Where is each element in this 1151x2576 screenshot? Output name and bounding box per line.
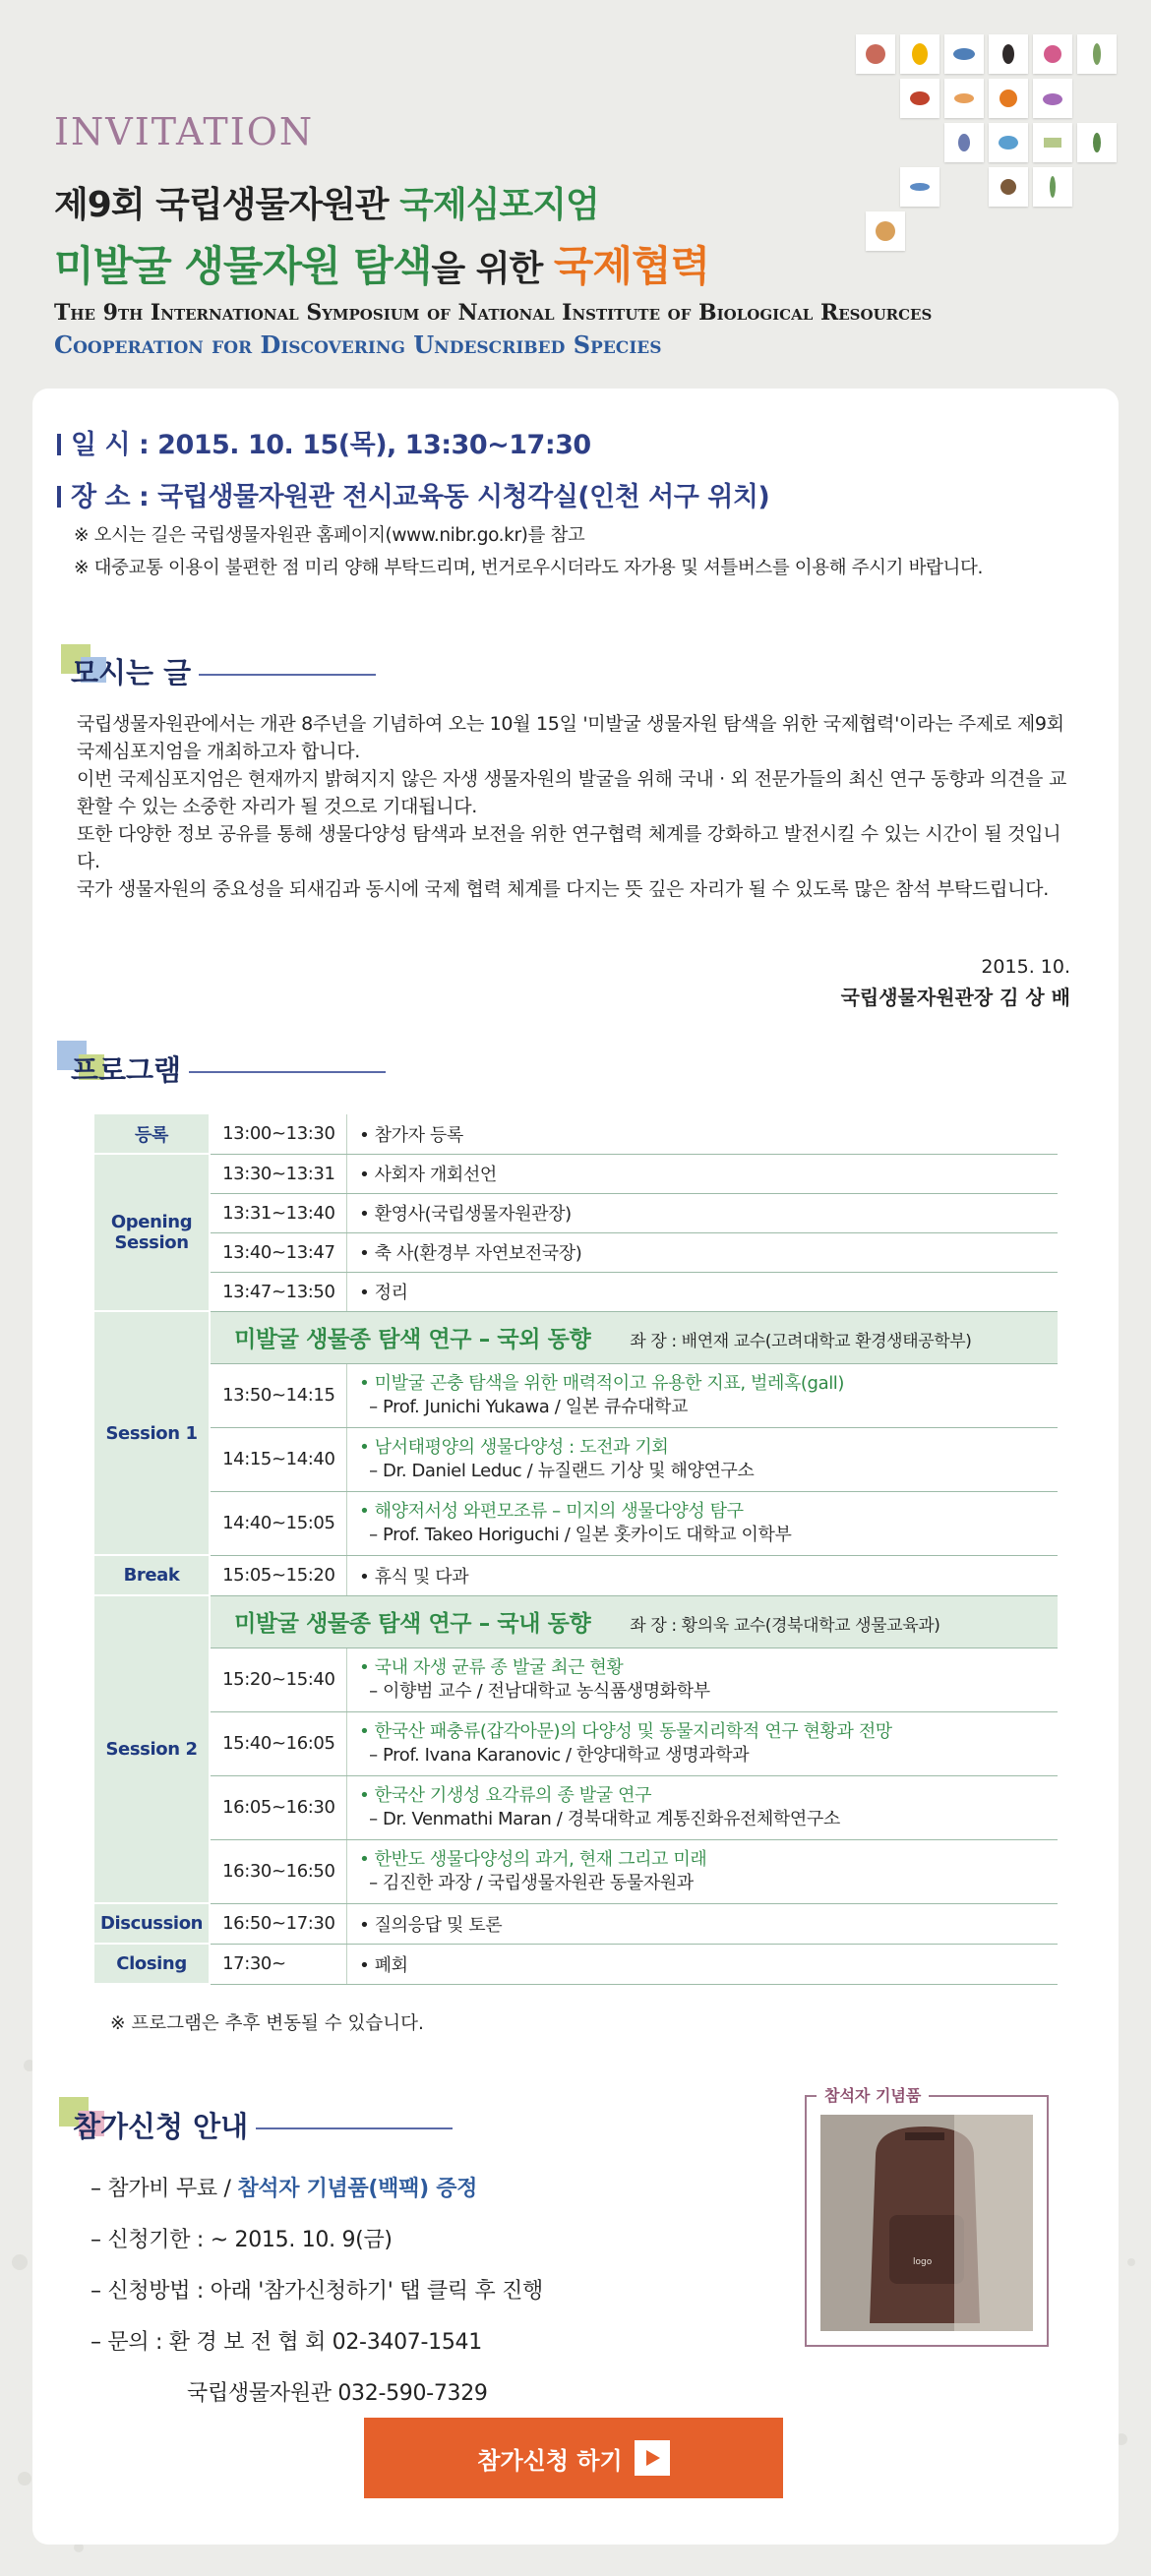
fruit-icon <box>989 79 1028 118</box>
talk-speaker: – Prof. Junichi Yukawa / 일본 큐슈대학교 <box>369 1396 688 1417</box>
talk-speaker: – 이향범 교수 / 전남대학교 농식품생명화학부 <box>369 1680 710 1702</box>
apply-fee-text: – 참가비 무료 / <box>91 2177 238 2201</box>
row-label: Discussion <box>94 1903 210 1944</box>
species-tiles-decoration <box>846 20 1141 275</box>
note-transport: ※ 대중교통 이용이 불편한 점 미리 양해 부탁드리며, 번거로우시더라도 자가용 및 셔틀버스를 이용해 주시기 바랍니다. <box>74 558 983 578</box>
session-1-heading: 미발굴 생물종 탐색 연구 – 국외 동향 <box>234 1327 591 1352</box>
row-content: • 축 사(환경부 자연보전국장) <box>347 1232 1058 1272</box>
talk-title: • 한국산 패충류(갑각아문)의 다양성 및 동물지리학적 연구 현황과 전망 <box>359 1720 892 1742</box>
table-row <box>94 1711 1058 1775</box>
row-content: • 참가자 등록 <box>347 1114 1058 1154</box>
row-content <box>347 1839 1058 1903</box>
row-time: 14:15~14:40 <box>210 1427 347 1491</box>
apply-gift-text: 참석자 기념품(백팩) 증정 <box>237 2177 478 2201</box>
sprout-icon <box>1077 123 1117 162</box>
talk-speaker: – Dr. Daniel Leduc / 뉴질랜드 기상 및 해양연구소 <box>369 1460 755 1481</box>
row-time: 13:50~14:15 <box>210 1363 347 1427</box>
event-notes <box>74 519 983 584</box>
snail-icon <box>989 167 1028 207</box>
register-button[interactable] <box>364 2418 783 2498</box>
talk-title: • 해양저서성 와편모조류 – 미지의 생물다양성 탐구 <box>359 1500 744 1522</box>
bullet-bar <box>57 434 61 455</box>
event-date-row <box>57 423 769 461</box>
program-title-text: 프로그램 <box>71 1053 182 1087</box>
row-content: • 폐회 <box>347 1944 1058 1984</box>
invitation-label: INVITATION <box>54 110 315 153</box>
talk-title: • 한반도 생물다양성의 과거, 현재 그리고 미래 <box>359 1848 707 1870</box>
row-time: 14:40~15:05 <box>210 1491 347 1555</box>
register-button-label: 참가신청 하기 <box>477 2446 623 2475</box>
gift-title: 참석자 기념품 <box>817 2083 929 2106</box>
row-time: 13:00~13:30 <box>210 1114 347 1154</box>
row-label <box>94 1595 210 1903</box>
row-time: 13:47~13:50 <box>210 1272 347 1311</box>
row-time: 16:50~17:30 <box>210 1903 347 1944</box>
greeting-paragraph: 국립생물자원관에서는 개관 8주년을 기념하여 오는 10월 15일 '미발굴 생물자원 탐색을 위한 국제협력'이라는 주제로 제9회 국제심포지엄을 개최하고자 합니다. <box>77 713 1064 762</box>
leaf-icon <box>1077 34 1117 74</box>
talk-speaker: – Prof. Ivana Karanovic / 한양대학교 생명과학과 <box>369 1744 750 1766</box>
row-content: • 질의응답 및 토론 <box>347 1903 1058 1944</box>
insect-icon <box>989 34 1028 74</box>
title-line-2-highlight: 국제협력 <box>553 242 710 290</box>
talk-title: • 미발굴 곤충 탐색을 위한 매력적이고 유용한 지표, 벌레혹(gall) <box>359 1372 845 1394</box>
session-2-heading: 미발굴 생물종 탐색 연구 – 국내 동향 <box>234 1611 591 1637</box>
table-row <box>94 1647 1058 1711</box>
letter-signer: 국립생물자원관장 김 상 배 <box>840 986 1070 1009</box>
row-content: • 정리 <box>347 1272 1058 1311</box>
apply-fee <box>91 2164 543 2215</box>
talk-speaker: – 김진한 과장 / 국립생물자원관 동물자원과 <box>369 1872 694 1893</box>
talk-speaker: – Prof. Takeo Horiguchi / 일본 홋카이도 대학교 이학부 <box>369 1524 792 1545</box>
bird-icon <box>1033 79 1072 118</box>
apply-deadline: – 신청기한 : ~ 2015. 10. 9(금) <box>91 2228 393 2252</box>
talk-title: • 남서태평양의 생물다양성 : 도전과 기회 <box>359 1436 669 1458</box>
note-directions: ※ 오시는 길은 국립생물자원관 홈페이지(www.nibr.go.kr)를 참고 <box>74 525 585 546</box>
event-info <box>57 423 769 527</box>
program-note: ※ 프로그램은 추후 변동될 수 있습니다. <box>110 2013 424 2034</box>
row-label: 등록 <box>94 1114 210 1154</box>
coral-icon <box>866 211 905 251</box>
table-row <box>94 1903 1058 1944</box>
event-date: 일 시 : 2015. 10. 15(목), 13:30~17:30 <box>71 430 591 460</box>
apply-details <box>91 2164 543 2420</box>
row-time: 17:30~ <box>210 1944 347 1984</box>
row-content <box>347 1647 1058 1711</box>
table-row <box>94 1114 1058 1154</box>
row-content <box>347 1427 1058 1491</box>
row-time: 16:05~16:30 <box>210 1775 347 1839</box>
row-content: • 환영사(국립생물자원관장) <box>347 1193 1058 1232</box>
table-row <box>94 1775 1058 1839</box>
row-time: 15:40~16:05 <box>210 1711 347 1775</box>
bug-icon <box>944 123 984 162</box>
talk-title: • 한국산 기생성 요각류의 종 발굴 연구 <box>359 1784 652 1806</box>
event-place: 장 소 : 국립생물자원관 전시교육동 시청각실(인천 서구 위치) <box>71 482 770 512</box>
session-chair: 좌 장 : 배연재 교수(고려대학교 환경생태공학부) <box>630 1332 972 1351</box>
session-heading <box>210 1595 1058 1647</box>
letter-date: 2015. 10. <box>981 956 1070 978</box>
title-line-1-highlight: 국제심포지엄 <box>399 185 599 225</box>
shrimp-icon <box>944 79 984 118</box>
program-title <box>71 1048 386 1089</box>
greeting-body <box>77 710 1070 903</box>
title-line-2-theme: 미발굴 생물자원 탐색 <box>54 242 432 290</box>
title-line-2-connector: 을 위한 <box>431 249 554 289</box>
title-underline <box>189 1071 386 1073</box>
beetle-icon <box>900 34 939 74</box>
row-label <box>94 1311 210 1555</box>
row-label: Closing <box>94 1944 210 1984</box>
row-label <box>94 1154 210 1311</box>
greeting-title <box>71 651 376 691</box>
table-row <box>94 1491 1058 1555</box>
row-content: • 사회자 개회선언 <box>347 1154 1058 1193</box>
flower-icon <box>1033 34 1072 74</box>
greeting-paragraph: 이번 국제심포지엄은 현재까지 밝혀지지 않은 자생 생물자원의 발굴을 위해 국내 · 외 전문가들의 최신 연구 동향과 의견을 교환할 수 있는 소중한 자리가 될 것으로 기대됩니다. <box>77 768 1067 817</box>
title-line-1 <box>54 177 599 227</box>
event-place-row <box>57 475 769 513</box>
table-row <box>94 1232 1058 1272</box>
english-subtitle: Cooperation for Discovering Undescribed Species <box>54 330 662 359</box>
apply-title-text: 참가신청 안내 <box>73 2110 249 2143</box>
table-row <box>94 1944 1058 1984</box>
english-title: The 9th International Symposium of National Institute of Biological Resources <box>54 300 933 326</box>
row-content <box>347 1491 1058 1555</box>
row-time: 16:30~16:50 <box>210 1839 347 1903</box>
title-underline <box>199 674 376 676</box>
opening-session-label: Opening Session <box>110 1212 193 1253</box>
row-time: 15:20~15:40 <box>210 1647 347 1711</box>
session-heading <box>210 1311 1058 1363</box>
session-2-label: Session 2 <box>105 1739 198 1760</box>
title-underline <box>256 2127 453 2129</box>
row-label: Break <box>94 1555 210 1595</box>
apply-title <box>73 2105 453 2145</box>
table-row <box>94 1427 1058 1491</box>
bullet-bar <box>57 486 61 508</box>
row-content <box>347 1711 1058 1775</box>
title-line-1-prefix: 제9회 국립생물자원관 <box>54 185 400 225</box>
greeting-paragraph: 또한 다양한 정보 공유를 통해 생물다양성 탐색과 보전을 위한 연구협력 체계를 강화하고 발전시킬 수 있는 시간이 될 것입니다. <box>77 823 1061 872</box>
talk-speaker: – Dr. Venmathi Maran / 경북대학교 계통진화유전체학연구소 <box>369 1808 840 1829</box>
session-chair: 좌 장 : 황의욱 교수(경북대학교 생물교육과) <box>630 1616 940 1636</box>
row-content <box>347 1775 1058 1839</box>
row-time: 13:31~13:40 <box>210 1193 347 1232</box>
program-table <box>94 1114 1058 1985</box>
moss-icon <box>1033 123 1072 162</box>
title-line-2 <box>54 234 709 293</box>
shell-icon <box>856 34 895 74</box>
worm-icon <box>900 167 939 207</box>
fish-icon <box>944 34 984 74</box>
egg-icon <box>989 123 1028 162</box>
header <box>0 0 1151 384</box>
svg-text:logo: logo <box>913 2257 933 2267</box>
row-content: • 휴식 및 다과 <box>347 1555 1058 1595</box>
backpack-image <box>807 2097 1047 2345</box>
table-row <box>94 1272 1058 1311</box>
gift-box <box>805 2095 1049 2347</box>
row-content <box>347 1363 1058 1427</box>
crab-icon <box>900 79 939 118</box>
apply-contact: – 문의 : 환 경 보 전 협 회 02-3407-1541 <box>91 2330 482 2355</box>
row-time: 15:05~15:20 <box>210 1555 347 1595</box>
greeting-paragraph: 국가 생물자원의 중요성을 되새김과 동시에 국제 협력 체계를 다지는 뜻 깊은 자리가 될 수 있도록 많은 참석 부탁드립니다. <box>77 878 1049 900</box>
apply-method: – 신청방법 : 아래 '참가신청하기' 탭 클릭 후 진행 <box>91 2279 543 2304</box>
table-row <box>94 1363 1058 1427</box>
greeting-title-text: 모시는 글 <box>71 656 192 689</box>
fern-icon <box>1033 167 1072 207</box>
table-row <box>94 1193 1058 1232</box>
talk-title: • 국내 자생 균류 종 발굴 최근 현황 <box>359 1656 624 1678</box>
table-row <box>94 1154 1058 1193</box>
play-arrow-icon <box>635 2440 670 2476</box>
table-row <box>94 1555 1058 1595</box>
table-row <box>94 1311 1058 1363</box>
row-time: 13:40~13:47 <box>210 1232 347 1272</box>
session-1-label: Session 1 <box>105 1422 198 1444</box>
apply-contact-2: 국립생물자원관 032-590-7329 <box>187 2381 488 2406</box>
table-row <box>94 1595 1058 1647</box>
table-row <box>94 1839 1058 1903</box>
row-time: 13:30~13:31 <box>210 1154 347 1193</box>
